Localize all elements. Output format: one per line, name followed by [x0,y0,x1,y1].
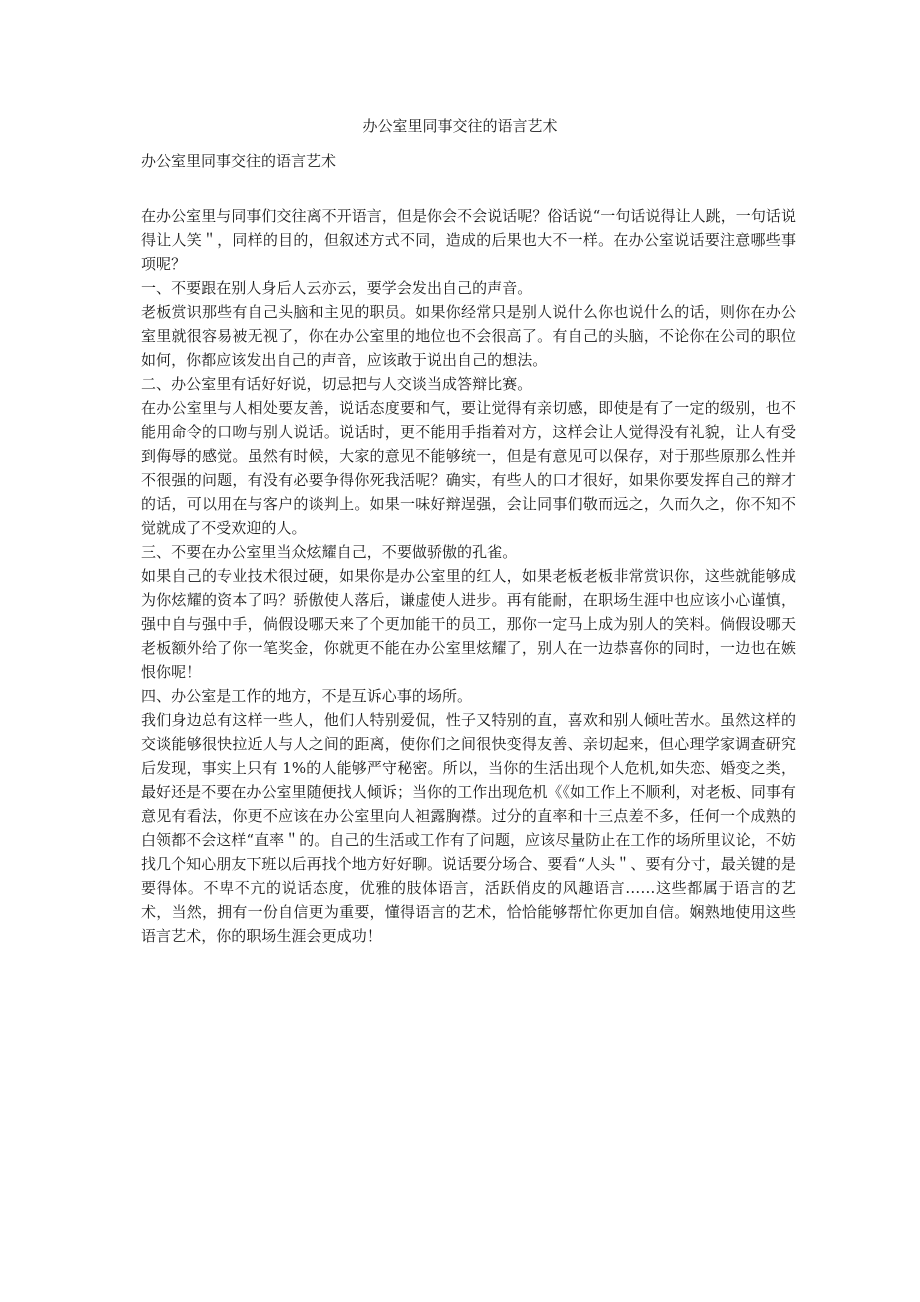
section-body-2: 在办公室里与人相处要友善，说话态度要和气，要让觉得有亲切感，即使是有了一定的级别，也不能用命令的口吻与别人说话。说话时，更不能用手指着对方，这样会让人觉得没有礼貌，让人有受到侮辱的感觉。虽然有时候，大家的意见不能够统一，但是有意见可以保存，对于那些原那么性并不很强的问题，有没有必要争得你死我活呢？确实，有些人的口才很好，如果你要发挥自己的辩才的话，可以用在与客户的谈判上。如果一味好辩逞强，会让同事们敬而远之，久而久之，你不知不觉就成了不受欢迎的人。 [141,399,796,537]
section-heading-2: 二、办公室里有话好好说，切忌把与人交谈当成答辩比赛。 [141,375,533,393]
section-heading-3: 三、不要在办公室里当众炫耀自己，不要做骄傲的孔雀。 [141,543,518,561]
document-subtitle: 办公室里同事交往的语言艺术 [141,152,337,170]
section-heading-1: 一、不要跟在别人身后人云亦云，要学会发出自己的声音。 [141,279,533,297]
section-body-1: 老板赏识那些有自己头脑和主见的职员。如果你经常只是别人说什么你也说什么的话，则你在办公室里就很容易被无视了，你在办公室里的地位也不会很高了。有自己的头脑，不论你在公司的职位如何，你都应该发出自己的声音，应该敢于说出自己的想法。 [141,303,796,369]
document-title: 办公室里同事交往的语言艺术 [362,117,558,135]
section-heading-4: 四、办公室是工作的地方，不是互诉心事的场所。 [141,687,473,705]
section-body-3: 如果自己的专业技术很过硬，如果你是办公室里的红人，如果老板老板非常赏识你，这些就能够成为你炫耀的资本了吗？骄傲使人落后，谦虚使人进步。再有能耐，在职场生涯中也应该小心谨慎，强中自与强中手，倘假设哪天来了个更加能干的员工，那你一定马上成为别人的笑料。倘假设哪天老板额外给了你一笔奖金，你就更不能在办公室里炫耀了，别人在一边恭喜你的同时，一边也在嫉恨你呢！ [141,567,796,681]
intro-paragraph: 在办公室里与同事们交往离不开语言，但是你会不会说话呢？俗话说“一句话说得让人跳，一句话说得让人笑＂，同样的目的，但叙述方式不同，造成的后果也大不一样。在办公室说话要注意哪些事项呢？ [141,207,796,273]
section-body-4: 我们身边总有这样一些人，他们人特别爱侃，性子又特别的直，喜欢和别人倾吐苦水。虽然这样的交谈能够很快拉近人与人之间的距离，使你们之间很快变得友善、亲切起来，但心理学家调查研究后发现，事实上只有 1%的人能够严守秘密。所以，当你的生活出现个人危机,如失恋、婚变之类，最好还是不要在办公室里随便找人倾诉；当你的工作出现危机《《如工作上不顺利，对老板、同事有意见有看法，你更不应该在办公室里向人袒露胸襟。过分的直率和十三点差不多，任何一个成熟的白领都不会这样“直率＂的。自己的生活或工作有了问题，应该尽量防止在工作的场所里议论，不妨找几个知心朋友下班以后再找个地方好好聊。说话要分场合、要看“人头＂、要有分寸，最关键的是要得体。不卑不亢的说话态度，优雅的肢体语言，活跃俏皮的风趣语言……这些都属于语言的艺术，当然，拥有一份自信更为重要，懂得语言的艺术，恰恰能够帮忙你更加自信。娴熟地使用这些语言艺术，你的职场生涯会更成功！ [141,711,796,945]
document-body [141,204,796,948]
